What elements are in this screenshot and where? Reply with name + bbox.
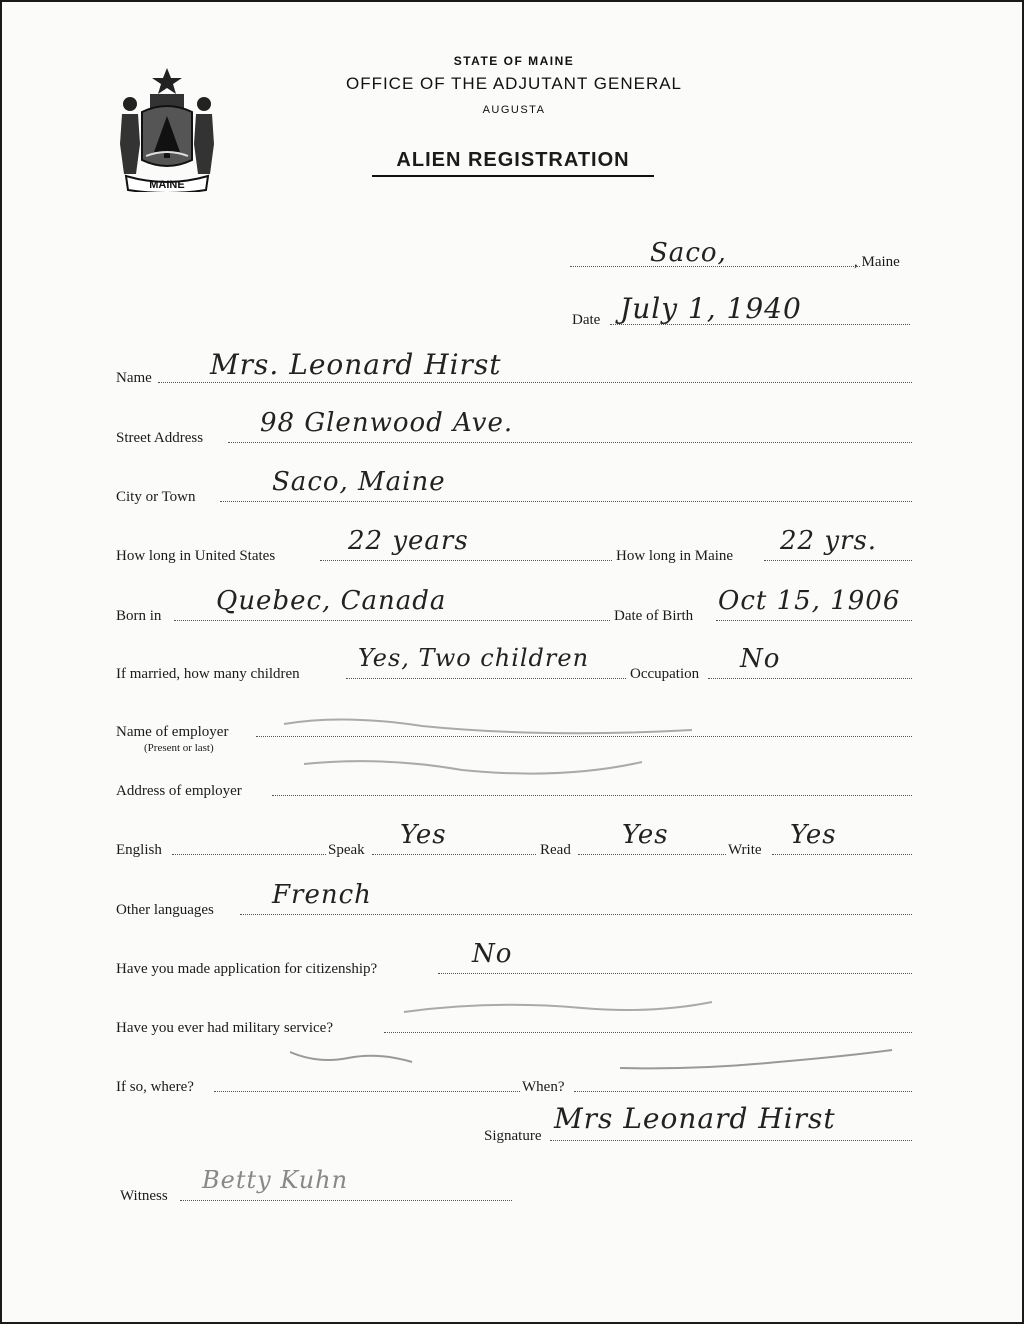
read-value: Yes: [622, 820, 669, 850]
born-label: Born in: [116, 608, 162, 624]
how-long-us-label: How long in United States: [116, 548, 276, 564]
military-label: Have you ever had military service?: [116, 1020, 333, 1036]
office-heading: OFFICE OF THE ADJUTANT GENERAL: [345, 74, 683, 93]
state-heading: STATE OF MAINE: [453, 54, 575, 68]
street-value: 98 Glenwood Ave.: [260, 408, 514, 438]
write-value: Yes: [790, 820, 837, 850]
occupation-value: No: [740, 644, 781, 674]
how-long-me-label: How long in Maine: [616, 548, 734, 564]
married-label: If married, how many children: [116, 666, 300, 682]
when-label: When?: [522, 1079, 565, 1095]
born-value: Quebec, Canada: [216, 586, 447, 616]
signature-value: Mrs Leonard Hirst: [554, 1102, 836, 1135]
speak-label: Speak: [328, 842, 365, 858]
date-label: Date: [572, 312, 601, 328]
employer-dash: [282, 716, 702, 746]
where-dash: [288, 1048, 418, 1070]
employer-sublabel: (Present or last): [144, 742, 214, 754]
signature-label: Signature: [484, 1128, 542, 1144]
employer-label: Name of employer: [116, 724, 229, 740]
town-value: Saco,: [650, 238, 727, 268]
name-value: Mrs. Leonard Hirst: [210, 348, 502, 381]
english-label: English: [116, 842, 162, 858]
witness-label: Witness: [120, 1188, 168, 1204]
alien-registration-form: [2, 2, 1022, 1322]
date-value: July 1, 1940: [620, 292, 802, 325]
city-heading: AUGUSTA: [482, 104, 546, 116]
citizenship-label: Have you made application for citizenship?: [116, 961, 378, 977]
town-suffix-label: , Maine: [854, 254, 900, 270]
city-label: City or Town: [116, 489, 196, 505]
dob-label: Date of Birth: [614, 608, 694, 624]
when-dash: [618, 1048, 898, 1074]
employer-address-dash: [302, 758, 652, 782]
children-value: Yes, Two children: [358, 644, 590, 672]
occupation-label: Occupation: [630, 666, 700, 682]
employer-address-label: Address of employer: [116, 783, 242, 799]
name-label: Name: [116, 370, 152, 386]
speak-value: Yes: [400, 820, 447, 850]
other-languages-value: French: [272, 880, 372, 910]
state-seal-icon: [112, 64, 222, 192]
seal-label: MAINE: [149, 179, 185, 191]
city-value: Saco, Maine: [272, 467, 446, 497]
read-label: Read: [540, 842, 571, 858]
how-long-me-value: 22 yrs.: [780, 526, 878, 556]
other-languages-label: Other languages: [116, 902, 214, 918]
form-title: ALIEN REGISTRATION: [372, 149, 654, 177]
citizenship-value: No: [472, 939, 513, 969]
how-long-us-value: 22 years: [348, 526, 469, 556]
street-label: Street Address: [116, 430, 204, 446]
write-label: Write: [728, 842, 762, 858]
dob-value: Oct 15, 1906: [718, 586, 901, 616]
where-label: If so, where?: [116, 1079, 194, 1095]
military-dash: [402, 998, 722, 1022]
witness-value: Betty Kuhn: [202, 1166, 349, 1194]
